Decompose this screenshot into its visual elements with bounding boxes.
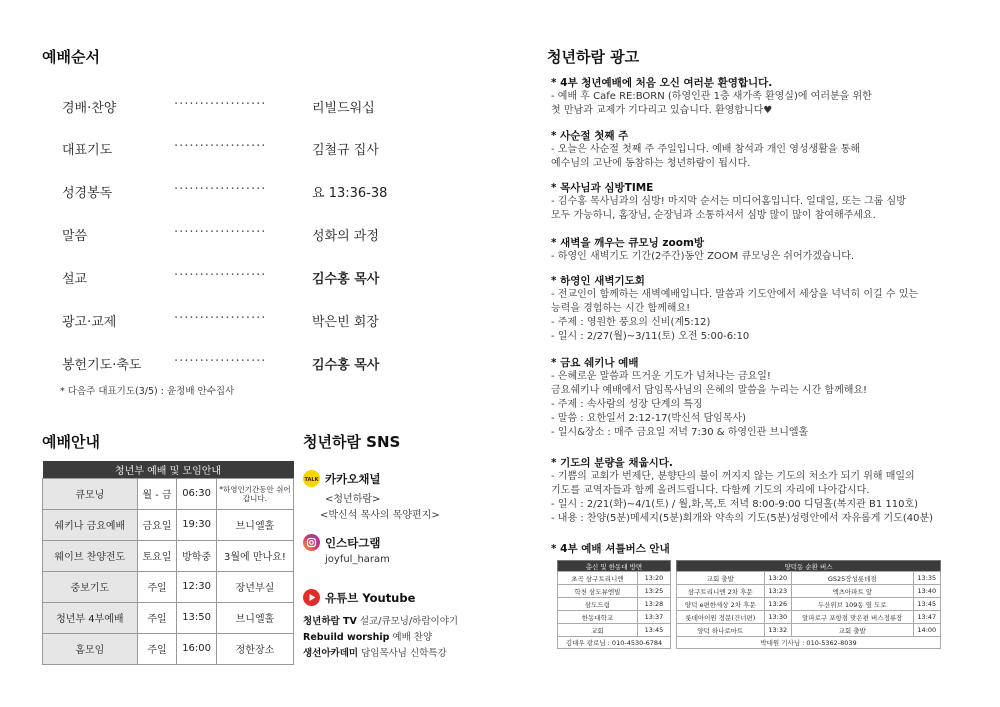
youtube-line-3: 생선아카데미 담임목사님 신학특강 xyxy=(303,648,447,659)
order-dots: ·················· xyxy=(174,268,267,283)
ad-item-line: 능력을 경험하는 시간 함께해요! xyxy=(551,303,691,314)
schedule-cell: 청년부 4부예배 xyxy=(43,602,138,633)
shuttle-title: * 4부 예배 셔틀버스 안내 xyxy=(551,543,670,555)
ad-item xyxy=(551,456,971,526)
ad-item-title: * 기도의 분량을 채웁시다. xyxy=(551,457,673,469)
shuttle-cell: 13:40 xyxy=(913,585,940,598)
schedule-cell: *하영인기간동안 쉬어갑니다. xyxy=(216,478,293,509)
shuttle-left-row xyxy=(558,598,671,611)
youtube-label: 유튜브 Youtube xyxy=(325,591,416,605)
schedule-cell: 월 - 금 xyxy=(137,478,177,509)
ad-item xyxy=(551,76,971,118)
schedule-row xyxy=(43,540,294,571)
schedule-cell: 주일 xyxy=(137,633,177,664)
shuttle-cell: 13:28 xyxy=(637,598,670,611)
ad-item-line: - 김수홍 목사님과의 심방! 마지막 순서는 미디어홈입니다. 일대일, 또는 그룹 심방 xyxy=(551,196,906,207)
order-item-person: 김철규 집사 xyxy=(312,143,379,158)
schedule-cell: 19:30 xyxy=(177,509,217,540)
shuttle-cell: 13:20 xyxy=(764,572,791,585)
ad-item-line: - 기쁨의 교회가 번제단, 분향단의 불이 꺼지지 않는 기도의 처소가 되기 위해 매일의 xyxy=(551,471,915,482)
ad-item xyxy=(551,129,971,171)
order-row xyxy=(62,354,422,374)
shuttle-cell: 양덕 e편한세상 2차 후문 xyxy=(677,598,765,611)
ad-item-line: - 오늘은 사순절 첫째 주 주일입니다. 예배 참석과 개인 영성생활을 통해 xyxy=(551,144,861,155)
shuttle-cell: 13:47 xyxy=(913,611,940,624)
schedule-cell: 큐모닝 xyxy=(43,478,138,509)
order-row xyxy=(62,268,422,288)
shuttle-table-left xyxy=(557,560,671,649)
ad-item-line: 첫 만남과 교제가 기다리고 있습니다. 환영합니다♥ xyxy=(551,105,773,116)
schedule-cell: 웨이브 찬양전도 xyxy=(43,540,138,571)
ad-item xyxy=(551,236,971,264)
order-item-name: 성경봉독 xyxy=(62,186,113,201)
order-title: 예배순서 xyxy=(42,48,100,66)
shuttle-cell: 학천 삼도뷰엔빌 xyxy=(558,585,638,598)
schedule-cell: 홈모임 xyxy=(43,633,138,664)
order-item-name: 봉헌기도·축도 xyxy=(62,358,142,373)
order-row xyxy=(62,311,422,331)
order-item-person: 리빌드워십 xyxy=(312,101,375,116)
order-item-person: 박은빈 회장 xyxy=(312,315,379,330)
order-item-person: 성화의 과정 xyxy=(312,229,379,244)
schedule-cell: 브니엘홀 xyxy=(216,602,293,633)
kakao-channel-label: 카카오채널 xyxy=(325,472,381,486)
shuttle-left-row xyxy=(558,572,671,585)
schedule-cell: 중보기도 xyxy=(43,571,138,602)
shuttle-left-row xyxy=(558,585,671,598)
shuttle-cell: 13:26 xyxy=(764,598,791,611)
shuttle-right-header: 양덕동 순환 버스 xyxy=(677,561,941,572)
shuttle-cell: 교회 출발 xyxy=(791,624,913,637)
ad-item-line: - 내용 : 찬양(5분)메세지(5분)회개와 약속의 기도(5분)성령안에서 자유롭게 기도(40분) xyxy=(551,513,934,524)
shuttle-cell: GS25장성롯데점 xyxy=(791,572,913,585)
schedule-cell: 06:30 xyxy=(177,478,217,509)
schedule-row xyxy=(43,602,294,633)
youtube-icon xyxy=(303,589,320,606)
shuttle-right-row xyxy=(677,585,941,598)
ad-item-line: - 말씀 : 요한일서 2:12-17(박신석 담임목사) xyxy=(551,413,747,424)
shuttle-left-header: 총신 및 한동대 방면 xyxy=(558,561,671,572)
kakao-line-2: <박신석 목사의 목양편지> xyxy=(320,510,440,521)
ad-item-line: - 일시 : 2/21(화)~4/1(토) / 월,화,목,토 저녁 8:00-9:00 디딤홀(복지관 B1 110호) xyxy=(551,499,919,510)
schedule-cell: 장년부실 xyxy=(216,571,293,602)
ad-item-title: * 금요 쉐키나 예배 xyxy=(551,357,639,369)
schedule-cell: 16:00 xyxy=(177,633,217,664)
order-item-name: 대표기도 xyxy=(62,143,113,158)
schedule-row xyxy=(43,571,294,602)
shuttle-right-row xyxy=(677,611,941,624)
ad-item xyxy=(551,274,971,344)
ad-item xyxy=(551,356,971,440)
order-dots: ·················· xyxy=(174,225,267,240)
ad-item-line: - 주제 : 영원한 풍요의 신비(계5:12) xyxy=(551,317,711,328)
order-dots: ·················· xyxy=(174,97,267,112)
schedule-cell: 방학중 xyxy=(177,540,217,571)
order-item-person: 김수홍 목사 xyxy=(312,272,380,287)
ad-item-line: - 주제 : 속사람의 성장 단계의 특징 xyxy=(551,399,703,410)
order-item-name: 말씀 xyxy=(62,229,88,244)
schedule-cell: 금요일 xyxy=(137,509,177,540)
shuttle-left-row xyxy=(558,611,671,624)
kakao-talk-icon xyxy=(303,470,320,487)
shuttle-cell: 13:25 xyxy=(637,585,670,598)
shuttle-cell: 두산위브 109동 옆 도로 xyxy=(791,598,913,611)
ad-item-title: * 사순절 첫째 주 xyxy=(551,130,629,142)
ads-title: 청년하람 광고 xyxy=(547,48,640,66)
shuttle-cell: 양덕 하나로마트 xyxy=(677,624,765,637)
order-item-person: 요 13:36-38 xyxy=(312,186,388,201)
youtube-line-1: 청년하람 TV 설교/큐모닝/하람이야기 xyxy=(303,616,459,627)
shuttle-cell: 13:45 xyxy=(913,598,940,611)
order-item-name: 경배·찬양 xyxy=(62,101,117,116)
shuttle-cell: 교회 xyxy=(558,624,638,637)
ad-item-line: 금요쉐키나 예배에서 담임목사님의 은혜의 말씀을 누리는 시간 함께해요! xyxy=(551,385,868,396)
shuttle-left-row xyxy=(558,624,671,637)
schedule-cell: 12:30 xyxy=(177,571,217,602)
shuttle-cell: 교회 출발 xyxy=(677,572,765,585)
order-row xyxy=(62,97,422,117)
instagram-label: 인스타그램 xyxy=(325,536,381,550)
schedule-cell: 주일 xyxy=(137,571,177,602)
ad-item-title: * 목사님과 심방TIME xyxy=(551,182,654,194)
ad-item xyxy=(551,181,971,223)
order-dots: ·················· xyxy=(174,354,267,369)
shuttle-right-row xyxy=(677,598,941,611)
youtube-line-2: Rebuild worship 예배 찬양 xyxy=(303,632,433,643)
ad-item-line: - 예배 후 Cafe RE:BORN (하영인관 1층 새가족 환영실)에 여러분을 위한 xyxy=(551,91,872,102)
shuttle-cell: 13:45 xyxy=(637,624,670,637)
order-dots: ·················· xyxy=(174,139,267,154)
schedule-row xyxy=(43,633,294,664)
ad-item-title: * 4부 청년예배에 처음 오신 여러분 환영합니다. xyxy=(551,77,773,89)
kakao-line-1: <청년하람> xyxy=(325,494,381,505)
shuttle-cell: 엑츠아파트 앞 xyxy=(791,585,913,598)
shuttle-cell: 삼도드림 xyxy=(558,598,638,611)
ad-item-line: 예수님의 고난에 동참하는 청년하람이 됩시다. xyxy=(551,158,751,169)
ad-item-line: - 은혜로운 말씀과 뜨거운 기도가 넘쳐나는 금요일! xyxy=(551,371,771,382)
shuttle-table-right xyxy=(676,560,941,649)
shuttle-cell: 13:32 xyxy=(764,624,791,637)
shuttle-right-driver: 박대원 기사님 : 010-5362-8039 xyxy=(677,637,941,649)
schedule-cell: 13:50 xyxy=(177,602,217,633)
order-dots: ·················· xyxy=(174,311,267,326)
instagram-icon xyxy=(303,534,320,551)
shuttle-left-driver: 김대우 광로님 : 010-4530-6784 xyxy=(558,637,671,649)
shuttle-right-row xyxy=(677,624,941,637)
shuttle-cell: 13:37 xyxy=(637,611,670,624)
shuttle-right-row xyxy=(677,572,941,585)
schedule-cell: 3월에 만나요! xyxy=(216,540,293,571)
schedule-cell: 토요일 xyxy=(137,540,177,571)
ad-item-title: * 하영인 새벽기도회 xyxy=(551,275,645,287)
svg-text:TALK: TALK xyxy=(304,477,319,483)
shuttle-cell: 13:23 xyxy=(764,585,791,598)
instagram-handle[interactable]: joyful_haram xyxy=(325,554,390,565)
schedule-cell: 주일 xyxy=(137,602,177,633)
ad-item-title: * 새벽을 깨우는 큐모닝 zoom방 xyxy=(551,237,705,249)
shuttle-cell: 초곡 삼구트리니엔 xyxy=(558,572,638,585)
order-row xyxy=(62,225,422,245)
order-row xyxy=(62,182,422,202)
schedule-table xyxy=(42,461,294,665)
ad-item-line: - 전교인이 함께하는 새벽예배입니다. 말씀과 기도안에서 세상을 넉넉히 이길 수 있는 xyxy=(551,289,919,300)
order-dots: ·················· xyxy=(174,182,267,197)
ad-item-line: 모두 가능하니, 홈장님, 순장님과 소통하셔서 심방 많이 많이 참여해주세요. xyxy=(551,210,876,221)
shuttle-cell: 13:30 xyxy=(764,611,791,624)
order-row xyxy=(62,139,422,159)
ad-item-line: - 일시&장소 : 매주 금요일 저녁 7:30 & 하영인관 브니엘홀 xyxy=(551,427,809,438)
ad-item-line: 기도를 교역자들과 함께 올려드립니다. 다함께 기도의 자리에 나아갑시다. xyxy=(551,485,870,496)
schedule-row xyxy=(43,509,294,540)
shuttle-cell: 삼구트리니엔 2차 후문 xyxy=(677,585,765,598)
shuttle-cell: 13:35 xyxy=(913,572,940,585)
order-item-name: 광고·교제 xyxy=(62,315,117,330)
guide-title: 예배안내 xyxy=(42,433,100,451)
order-item-name: 설교 xyxy=(62,272,88,287)
shuttle-cell: 13:20 xyxy=(637,572,670,585)
shuttle-cell: 롯데아이원 정문(건너편) xyxy=(677,611,765,624)
schedule-cell: 쉐키나 금요예배 xyxy=(43,509,138,540)
order-note: * 다음주 대표기도(3/5) : 윤정배 안수집사 xyxy=(60,386,235,397)
schedule-row xyxy=(43,478,294,509)
schedule-cell: 정한장소 xyxy=(216,633,293,664)
order-item-person: 김수홍 목사 xyxy=(312,358,380,373)
schedule-table-title: 청년부 예배 및 모임안내 xyxy=(43,461,294,478)
shuttle-cell: 14:00 xyxy=(913,624,940,637)
shuttle-cell: 한동대학교 xyxy=(558,611,638,624)
sns-title: 청년하람 SNS xyxy=(303,433,401,451)
schedule-cell: 브니엘홀 xyxy=(216,509,293,540)
shuttle-cell: 알파로구 포항점 맞은편 버스정류장 xyxy=(791,611,913,624)
ad-item-line: - 일시 : 2/27(월)~3/11(토) 오전 5:00-6:10 xyxy=(551,331,750,342)
ad-item-line: - 하영인 새벽기도 기간(2주간)동안 ZOOM 큐모닝은 쉬어가겠습니다. xyxy=(551,251,855,262)
